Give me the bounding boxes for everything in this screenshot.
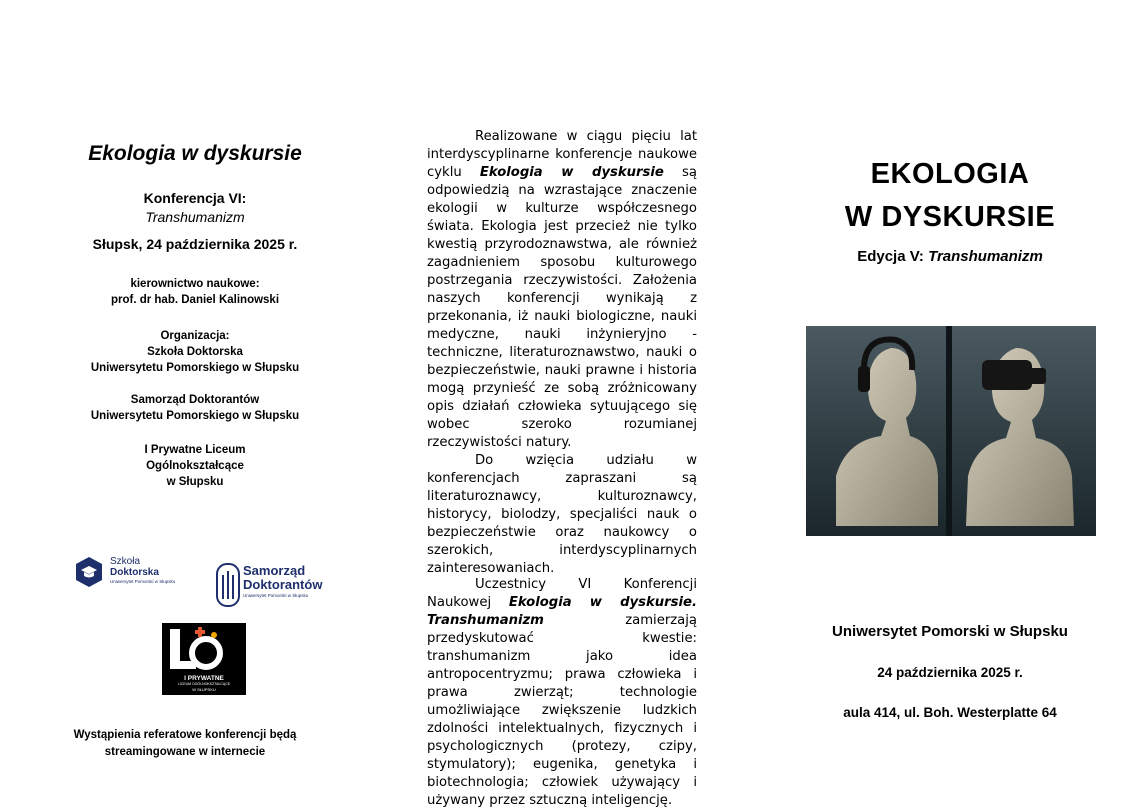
cover-photo [806, 326, 1096, 536]
p1-text-after: są odpowiedzią na wzrastające znaczenie ekologii w kulturze współczesnego świata. Ekologia jest przecież nie tylko kwestią przyrodoznawstwa, ale również zagadnieniem sposobu kulturowego postrzegania rzeczywistości. Założenia naszych konferencji wynikają z przekonania, iż nauki biologiczne, nauki medyczne, nauki inżynieryjno - techniczne, literaturoznawstwo, nauki o bezpieczeństwie, nauki prawne i historia mogą przynieść ze sobą zróżnicowany opis działań człowieka sytuującego się wobec szeroko rozumianej rzeczywistości natury. [427, 165, 697, 450]
council-logo-line3: Uniwersytet Pomorski w Słupsku [243, 593, 309, 598]
event-date: 24 października 2025 r. [877, 665, 1023, 680]
paragraph-1 [427, 128, 697, 452]
conference-label: Konferencja VI: [143, 190, 247, 206]
supervision-block [30, 276, 360, 308]
organization-block [30, 328, 360, 376]
edition-label: Edycja V: [857, 248, 929, 265]
paragraph-3 [427, 576, 697, 810]
streaming-note [30, 727, 340, 761]
p1-text-before: Realizowane w ciągu pięciu lat interdyscyplinarne konferencje naukowe cyklu [427, 129, 697, 180]
lo-emblem-icon [162, 623, 246, 675]
streaming-note-line2: streamingowane w internecie [104, 746, 266, 758]
lo-logo-city: W SŁUPSKU [192, 687, 216, 692]
doctoral-council-logo [216, 563, 326, 609]
org1-line1: Szkoła Doktorska [147, 346, 243, 358]
lo-logo-text: I PRYWATNE [184, 675, 224, 682]
place-date: Słupsk, 24 października 2025 r. [92, 236, 298, 252]
council-building-icon [216, 563, 240, 607]
paragraph-2: Do wzięcia udziału w konferencjach zapraszani są literaturoznawcy, kulturoznawcy, historycy, biolodzy, specjaliści nauk o bezpieczeństwie oraz naukowcy o szerokich, interdyscyplinarnych zainteresowaniach. [427, 453, 697, 576]
left-title: Ekologia w dyskursie [88, 142, 302, 165]
right-panel [790, 0, 1110, 794]
edition-line [790, 248, 1110, 265]
council-logo-line1: Samorząd [243, 563, 306, 578]
university-name: Uniwersytet Pomorski w Słupsku [832, 623, 1068, 640]
school-shield-icon [74, 556, 104, 588]
organization-label: Organizacja: [160, 330, 230, 342]
org1-line2: Uniwersytetu Pomorskiego w Słupsku [90, 362, 300, 374]
p3-text-after: zamierzają przedyskutować kwestie: transhumanizm jako idea antropocentryzmu; prawa człowieka i prawa zwierząt; technologie umożliwiające zwiększenie ludzkich zdolności intelektualnych, fizycznych i psychologicznych (protezy, czipy, stymulatory); eugenika, genetyka i biotechnologia; człowiek używający i używany przez sztuczną inteligencję. [427, 613, 697, 808]
org3-line2: Ogólnokształcące [146, 460, 244, 472]
streaming-note-line1: Wystąpienia referatowe konferencji będą [73, 729, 297, 741]
school-logo-line3: Uniwersytet Pomorski w Słupsku [110, 579, 176, 584]
org3-line1: I Prywatne Liceum [144, 444, 246, 456]
supervisor-name: prof. dr hab. Daniel Kalinowski [110, 294, 280, 306]
edition-theme: Transhumanizm [928, 248, 1043, 265]
main-title-line1: EKOLOGIA [870, 158, 1030, 190]
p3-text-before: Uczestnicy VI Konferencji Naukowej [427, 577, 697, 610]
school-logo-line1: Szkoła [110, 556, 141, 567]
event-location: aula 414, ul. Boh. Westerplatte 64 [843, 705, 1057, 720]
school-doctoral-logo [74, 556, 194, 592]
org3-line3: w Słupsku [166, 476, 224, 488]
organization-block-2 [30, 392, 360, 424]
school-logo-line2: Doktorska [110, 567, 159, 578]
main-title [790, 153, 1110, 239]
org2-line2: Uniwersytetu Pomorskiego w Słupsku [90, 410, 300, 422]
middle-panel [427, 0, 698, 808]
p1-emphasis: Ekologia w dyskursie [479, 165, 664, 180]
lo-logo-sub: LICEUM OGÓLNOKSZTAŁCĄCE [177, 682, 231, 686]
left-panel [30, 0, 360, 794]
supervision-label: kierownictwo naukowe: [130, 278, 260, 290]
private-high-school-logo [162, 623, 246, 695]
council-logo-line2: Doktorantów [243, 577, 323, 592]
p3-emphasis: Ekologia w dyskursie. Transhumanizm [427, 595, 698, 628]
organization-block-3 [30, 442, 360, 490]
busts-illustration [806, 326, 1096, 536]
main-title-line2: W DYSKURSIE [844, 201, 1056, 233]
org2-line1: Samorząd Doktorantów [130, 394, 260, 406]
conference-theme: Transhumanizm [145, 209, 245, 225]
